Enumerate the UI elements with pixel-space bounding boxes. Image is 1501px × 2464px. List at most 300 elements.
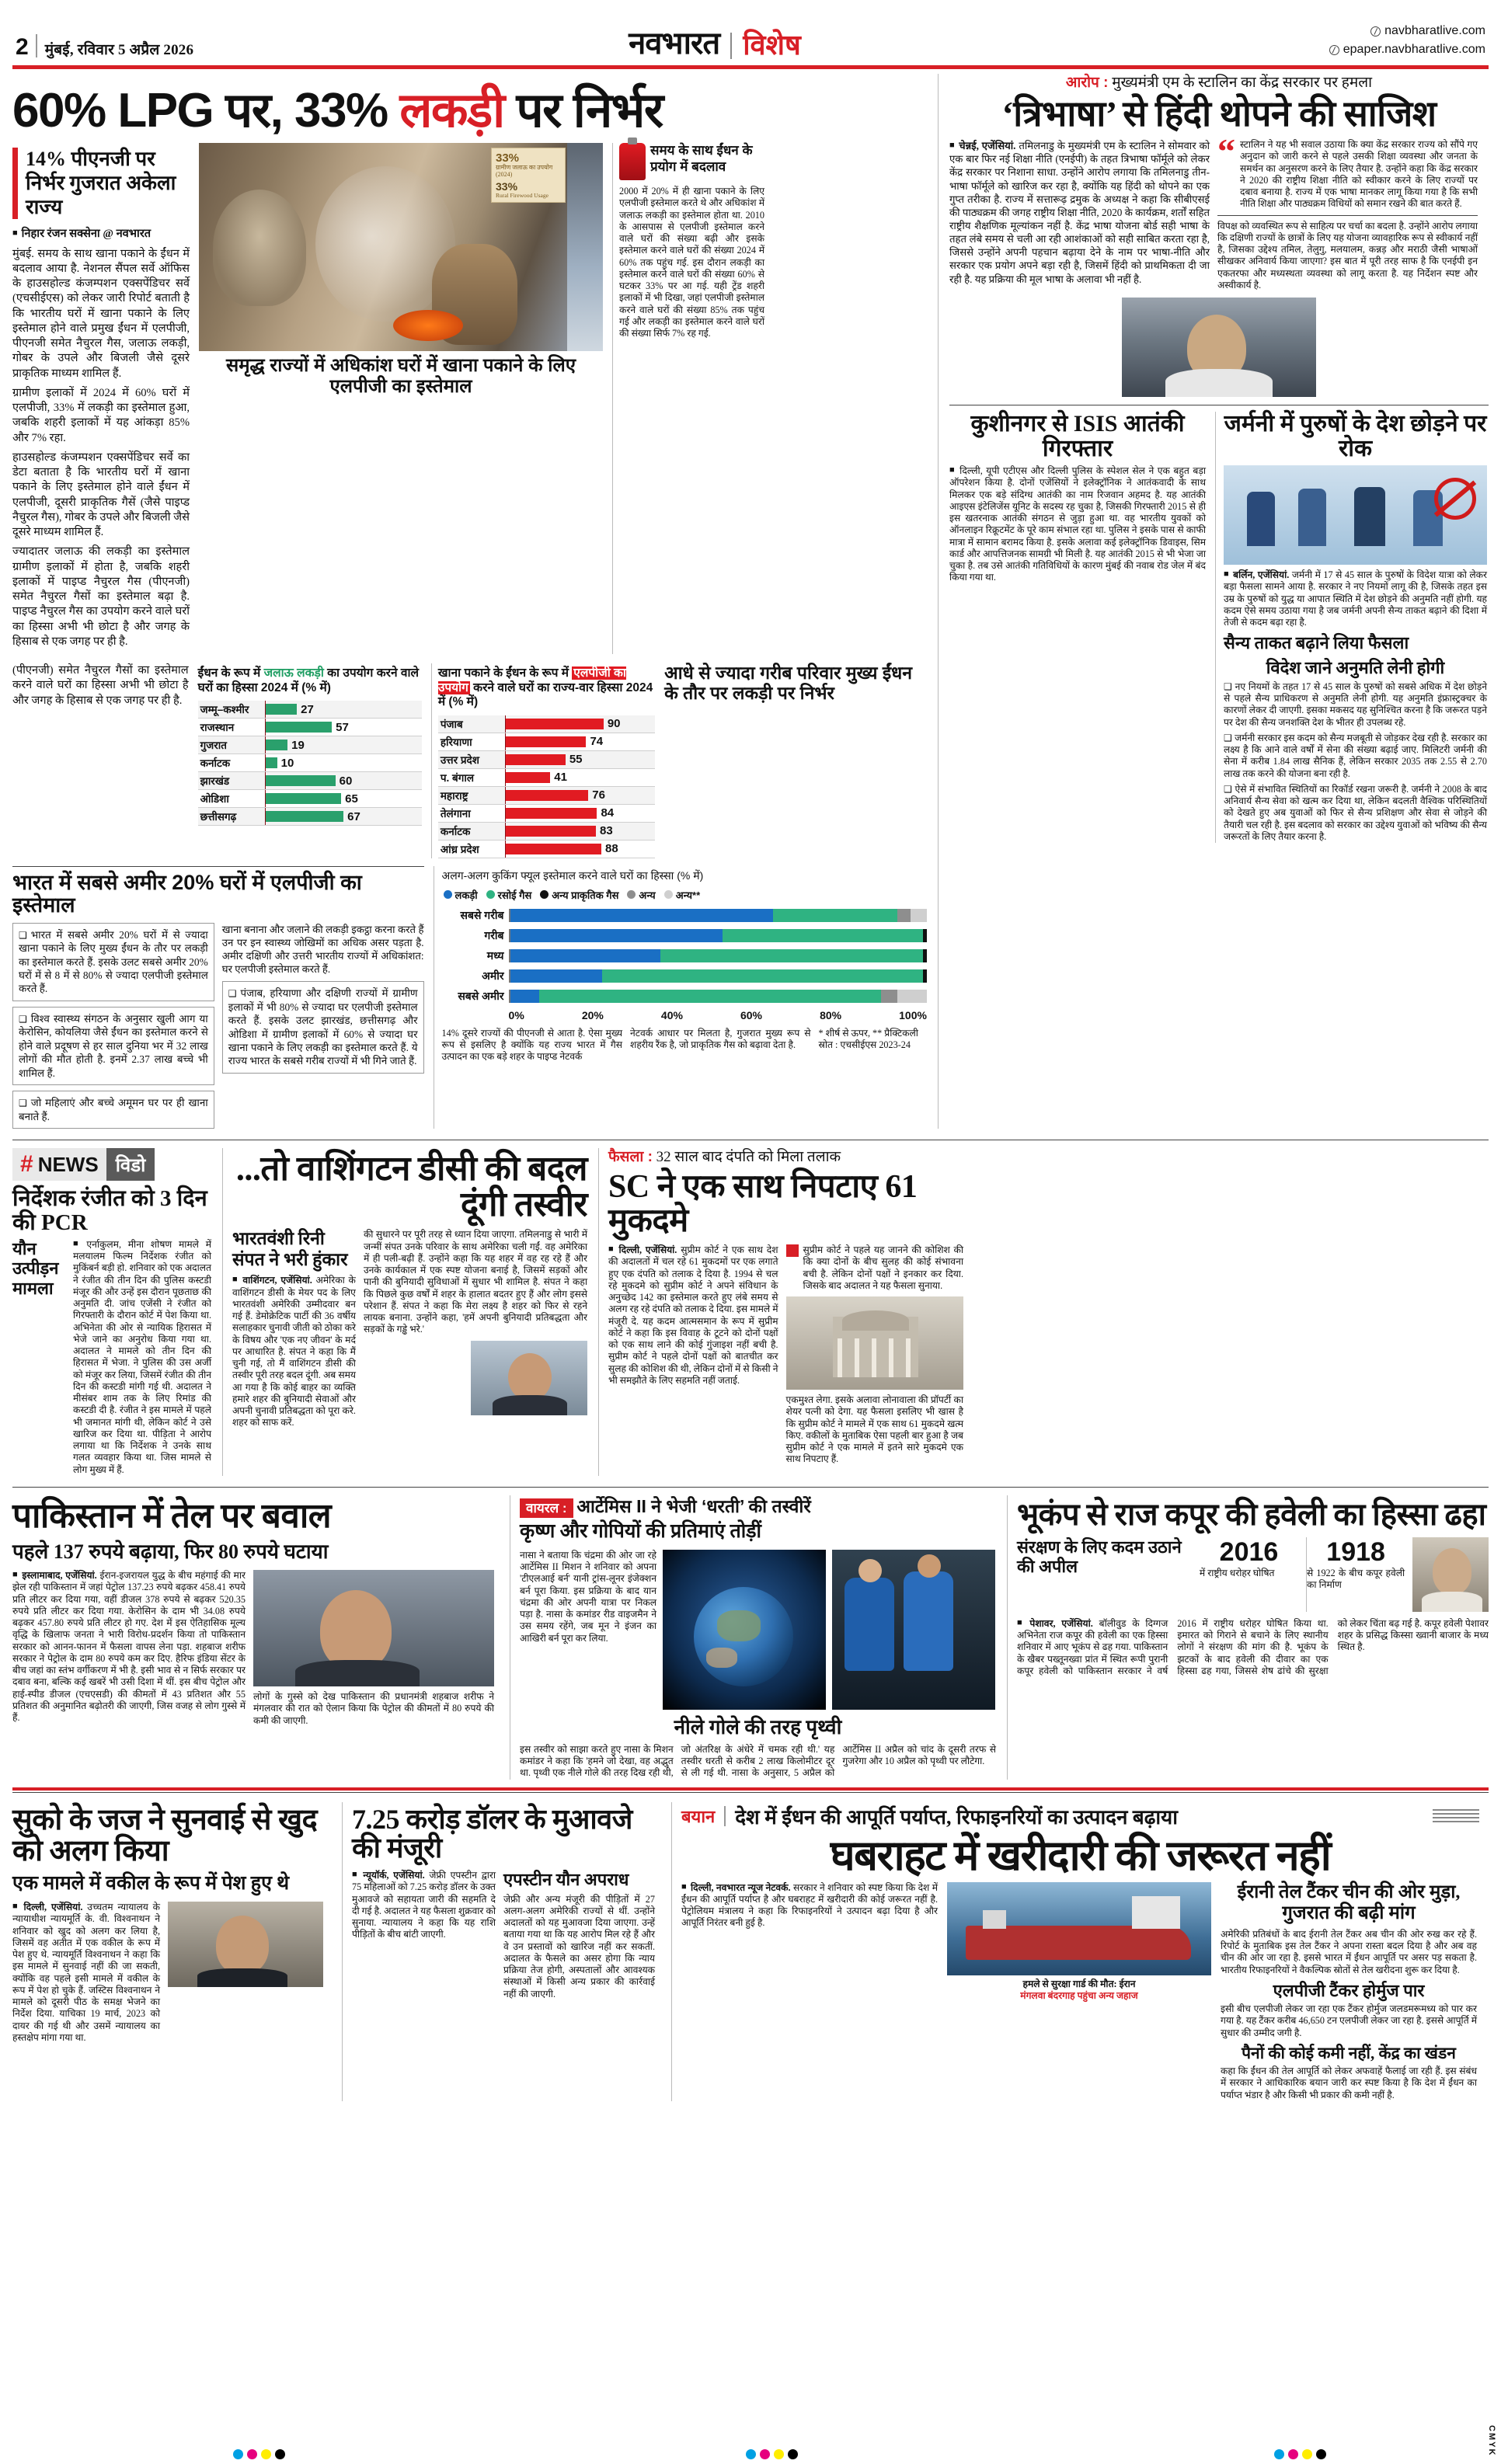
- rajkapoor-sub: संरक्षण के लिए कदम उठाने की अपील: [1017, 1537, 1182, 1577]
- chart-bar-row: [438, 805, 655, 823]
- chart-bar-row: [198, 772, 422, 790]
- fuel-change-title: समय के साथ ईंधन के प्रयोग में बदलाव: [650, 143, 753, 174]
- suko-body: उच्चतम न्यायालय के न्यायाधीश न्यायमूर्ति के. वी. विश्वनाथन ने शनिवार को खुद को अलग कर लिया है, जिसमें वह अतीत में एक वकील के रूप में पेश हुए थे. न्यायमूर्ति विश्वनाथन ने कहा कि इस मामले में सुनवाई नहीं की जा सकती, क्योंकि वह पहले इसी मामले में वकील के रूप में पेश हो चुके हैं. जस्टिस विश्वनाथन ने मामले को दूसरी पीठ के समक्ष भेजने का निर्देश दिया. याचिका 19 मार्च, 2023 को दायर की गई थी और उसमें न्यायालय का हस्तक्षेप मांगा गया था.: [12, 1902, 161, 2043]
- chart-bar-row: [438, 751, 655, 769]
- tanker-photo: [947, 1882, 1211, 1975]
- chart-bar-label: पंजाब: [440, 718, 463, 730]
- stacked-bar-segment: [923, 949, 927, 962]
- germany-point-3: ऐसे में संभावित स्थितियों का रिकॉर्ड रखना जरूरी है. जर्मनी ने 2008 के बाद अनिवार्य सैन्य सेवा को खत्म कर दिया था, लेकिन बदलती वैश्विक परिस्थितियों को देखते हुए अब युवाओं को फिर से सैन्य प्रशिक्षण और सेवा से जोड़ने की तैयारी चल रही है. इस बदलाव को सरकार का उद्देश्य युवाओं को भविष्य की सैन्य जरूरतों के लिए तैयार करना है.: [1224, 783, 1487, 842]
- supreme-court-photo: [786, 1296, 963, 1390]
- legend-dot-icon: [540, 890, 549, 899]
- germany-point-2: जर्मनी सरकार इस कदम को सैन्य मजबूती से जोड़कर देख रही है. सरकार का लक्ष्य है कि आने वाले वर्षों में सेना की संख्या बढ़ाई जाए. मिलिटरी जर्मनी की सेना में करीब 1.84 लाख सैनिक हैं, लेकिन सरकार 2035 तक 2.55 से 2.70 लाख तक करने की योजना बना रही है.: [1224, 732, 1488, 779]
- sc-byline: दिल्ली, एजेंसियां.: [618, 1244, 677, 1256]
- washington-sub: भारतवंशी रिनी संपत ने भरी हुंकार: [232, 1229, 348, 1269]
- story-sc: [598, 1148, 963, 1476]
- germany-sub: सैन्य ताकत बढ़ाने लिया फैसला: [1224, 633, 1409, 653]
- lead-subtitle: 14% पीएनजी पर निर्भर गुजरात अकेला राज्य: [26, 148, 176, 218]
- story-tribhasha: [949, 74, 1489, 397]
- viral-caption-2: इस तस्वीर को साझा करते हुए नासा के मिशन कमांडर ने कहा कि 'हमने जो देखा, वह अद्भुत था. पृथ्वी एक नीले गोले की तरह दिख रही थी, जो अंतरिक्ष के अंधेरे में चमक रही थी.' यह तस्वीर धरती से करीब 2 लाख किलोमीटर दूर से ली गई थी. नासा के अनुसार, 5 अप्रैल को आर्टेमिस II अप्रैल को चांद के दूसरी तरफ से गुजरेगा और 10 अप्रैल को पृथ्वी पर लौटेगा.: [520, 1743, 996, 1779]
- chart-bar-value: 76: [592, 788, 605, 802]
- news-label: NEWS: [37, 1152, 99, 1176]
- chart-bar-track: [265, 754, 422, 771]
- chart-bar-row: [198, 754, 422, 772]
- chart-bar-fill: [266, 811, 344, 822]
- rich20-headline: भारत में सबसे अमीर 20% घरों में एलपीजी का इस्तेमाल: [12, 870, 362, 917]
- chart-bar-track: [265, 701, 422, 718]
- publication-logo: नवभारत: [629, 26, 720, 61]
- rajkapoor-photo: [1412, 1537, 1489, 1612]
- left-column: [12, 74, 939, 1129]
- pcr-headline: निर्देशक रंजीत को 3 दिन की PCR: [12, 1186, 207, 1235]
- chart-bar-track: [505, 715, 655, 733]
- suko-headline: सुको के जज ने सुनवाई से खुद को अलग किया: [12, 1803, 318, 1867]
- chart-bar-fill: [506, 844, 601, 854]
- chart-bar-track: [265, 790, 422, 807]
- cmyk-dots-mid: [746, 2449, 798, 2459]
- chart-lpg: [431, 663, 655, 858]
- stacked-bar-segment: [881, 990, 897, 1003]
- chart-bar-row: [198, 790, 422, 808]
- chart-legend-item: [664, 888, 700, 902]
- chart-bar-track: [505, 805, 655, 822]
- pakistan-pm-photo: [253, 1570, 494, 1686]
- final-body-right: अमेरिकी प्रतिबंधों के बाद ईरानी तेल टैंकर अब चीन की ओर रुख कर रहे हैं. रिपोर्ट के मुताबिक इस तेल टैंकर ने अपना रास्ता बदल दिया है और अब वह चीन की ओर जा रहा है. इससे भारत में ईंधन आपूर्ति पर असर पड़ सकता है. भारतीय रिफाइनरियों ने वैकल्पिक स्रोतों से तेल खरीदना शुरू कर दिया है.: [1221, 1928, 1477, 1975]
- chart-bar-label: गुजरात: [200, 740, 227, 752]
- final-kicker: देश में ईंधन की आपूर्ति पर्याप्त, रिफाइनरियों का उत्पादन बढ़ाया: [735, 1805, 1178, 1829]
- germany-point-1: नए नियमों के तहत 17 से 45 साल के पुरुषों को सबसे अधिक में देश छोड़ने से पहले सैन्य प्राधिकरण से अनुमति लेनी होगी. यह अनुमति इंफ्रास्ट्रक्चर के कारणों लेकर दी जाएगी. इसका मकसद यह सुनिश्चित करना है कि जरूरत पड़ने पर देश की सैन्य जनशक्ति देश के भीतर ही उपलब्ध रहे.: [1224, 680, 1488, 728]
- sc-body2: एकमुश्त लेगा. इसके अलावा लोनावाला की प्रॉपर्टी का शेयर पत्नी को देगा. यह फैसला इसलिए भी खास है कि सुप्रीम कोर्ट ने मामले में एक साथ 61 मुकदमे खत्म किए. वकीलों के मुताबिक ऐसा पहली बार हुआ है जब सुप्रीम कोर्ट ने एक मामले में इतने सारे मुकदमे एक साथ निपटाए हैं.: [785, 1394, 963, 1465]
- stacked-bar-segment: [773, 909, 898, 922]
- lead-headline-part1: 60% LPG पर, 33%: [12, 84, 400, 137]
- chart-x-tick: 40%: [660, 1008, 683, 1021]
- isis-germany-row: [949, 412, 1489, 843]
- rich20-bullet: [12, 1007, 214, 1085]
- rini-sampat-photo: [471, 1341, 587, 1415]
- chart-firewood: [198, 663, 422, 858]
- globe-icon: [1370, 26, 1381, 37]
- masthead-rule: [12, 65, 1489, 69]
- registration-dot: [1302, 2449, 1312, 2459]
- lead-byline: निहार रंजन सक्सेना @ नवभारत: [21, 228, 151, 241]
- tribhasha-kicker: [949, 74, 1489, 92]
- chart-bar-fill: [266, 757, 277, 768]
- tribhasha-headline: ‘त्रिभाषा’ से हिंदी थोपने की साजिश: [1001, 93, 1437, 134]
- legend-label: लकड़ी: [454, 889, 478, 901]
- final-kicker-row: [681, 1802, 1479, 1830]
- chart-footnote-left: (पीएनजी) समेत नैचुरल गैसों का इस्तेमाल करने वाले घरों का हिस्सा अभी भी छोटा है और जगह के हिसाब से एक जगह पर ही है.: [12, 664, 189, 707]
- legend-dot-icon: [664, 890, 673, 899]
- chart-bar-fill: [266, 704, 298, 715]
- washington-byline: वाशिंगटन, एजेंसियां.: [242, 1275, 312, 1286]
- chart-bar-label: कर्नाटक: [440, 825, 471, 837]
- stacked-bar-segment: [510, 990, 540, 1003]
- final-caption-ship: हमले से सुरक्षा गार्ड की मौत: ईरान: [1022, 1978, 1136, 1989]
- chart-bar-track: [505, 823, 655, 840]
- sc-body: सुप्रीम कोर्ट ने एक साथ देश की अदालतों में चल रहे 61 मुकदमों पर एक लगाते हुए एक दंपति को तलाक दे दिया है. 1994 से चल रहे मुकदमे को सुप्रीम कोर्ट ने अपने संविधान के अनुच्छेद 142 का इस्तेमाल करते हुए लंबे समय से अलग रह रहे दंपति को तलाक दे दिया. इस मामले में मंजूरी दे. यह कदम आत्मसमान के रूप में सुप्रीम कोर्ट ने कहा कि इस विवाह के टूटने को दोनों पक्षों को एक साथ लाने की कोई गुंजाइश नहीं बची है. सुप्रीम कोर्ट ने पहले दोनों पक्षों को बातचीत कर सुलह की कोशिश की थी, लेकिन दोनों में से किसी ने भी समझौते के लिए सहमति नहीं जताई.: [608, 1244, 778, 1386]
- registration-dot: [1274, 2449, 1284, 2459]
- chart-bar-fill: [506, 772, 550, 783]
- chart-lpg-subtitle: [438, 666, 655, 710]
- chart-bar-fill: [506, 790, 588, 801]
- chart-bar-track: [265, 772, 422, 789]
- chart-bar-label: हरियाणा: [440, 736, 472, 748]
- main-grid: [12, 74, 1489, 1129]
- right-column: [939, 74, 1489, 1129]
- rich20-bullet-text: पंजाब, हरियाणा और दक्षिणी राज्यों में ग्रामीण इलाकों में भी 80% से ज्यादा घर एलपीजी इस्तेमाल करते हैं. इसके उलट झारखंड, छत्तीसगढ़ और ओडिशा में ग्रामीण इलाकों में 60% से ज्यादा घर खाना पकाने के लिए लकड़ी का इस्तेमाल करते हैं. ये राज्य भारत के सबसे गरीब राज्यों में भी गिने जाते हैं.: [228, 987, 418, 1067]
- fuel-change-box: [612, 143, 764, 654]
- chart-bar-row: [198, 719, 422, 736]
- legend-dot-icon: [444, 890, 452, 899]
- stacked-bar-label: सबसे अमीर: [458, 989, 504, 1002]
- chart-bar-label: महाराष्ट्र: [440, 789, 468, 802]
- photo-badge: 33% ग्रामीण जलाऊ का उपयोग (2024) 33% Rural Firewood Usage: [491, 148, 566, 203]
- sc-kicker-rest: 32 साल बाद दंपति को मिला तलाक: [652, 1149, 841, 1166]
- band-3: [12, 1495, 1489, 1780]
- washington-body: अमेरिका के वाशिंगटन डीसी के मेयर पद के लिए भारतवंशी अमेरिकी उम्मीदवार बन गई हैं. डेमोक्रेटिक पार्टी की 36 वर्षीय सलाहकार चुनावी जीती को ठोका करे के विषय और 'एक नए जीवन' के मर्द पर आधारित है. संपत ने कहा कि मैं चुनी गई, तो मैं वाशिंगटन डीसी की तस्वीर पूरी तरह बदल दूंगी. अब समय आ गया है कि कोई बाहर का व्यक्ति हमारे शहर की बुनियादी सेवाओं और अपनी चुनावी प्रतिबद्धता को पूरा करे. शहर को साफ करें.: [232, 1275, 356, 1429]
- chart-stacked-subtitle: अलग-अलग कुकिंग फ्यूल इस्तेमाल करने वाले घरों का हिस्सा (% में): [441, 868, 704, 882]
- chart-bar-value: 84: [601, 806, 615, 820]
- viral-sub-headline: कृष्ण और गोपियों की प्रतिमाएं तोड़ीं: [520, 1521, 762, 1543]
- lead-para-1: मुंबई. समय के साथ खाना पकाने के ईंधन में बदलाव आया है. नेशनल सैंपल सर्वे ऑफिस के हाउसहोल्ड कंजम्पशन एक्सपेंडिचर सर्वे (एचसीईएस) को लेकर जारी रिपोर्ट बताती है कि भारतीय घरों में खाना पकाने के लिए इस्तेमाल होने वाले प्रमुख ईंधन में एलपीजी, पीएनजी समेत नैचुरल गैस, जलाऊ लकड़ी, गोबर के उपले और बिजली जैसे दूसरे प्राकृतिक माध्यम शामिल हैं.: [12, 247, 190, 380]
- tribhasha-quote-col: [1217, 131, 1478, 291]
- viral-caption-1: नासा ने बताया कि चंद्रमा की ओर जा रहे आर्टेमिस II मिशन ने शनिवार को अपना 'टीएलआई बर्न' यानी ट्रांस-लूनर इंजेक्शन बर्न पूरा किया. इस प्रक्रिया के बाद यान चंद्रमा की ओर अपनी यात्रा पर निकल पड़ा है. नासा के कमांडर रीड वाइजमैन ने उस समय रहेंगे, जब मून ने इंजन का आखिरी बर्न पूरा कर लिया.: [520, 1549, 656, 1644]
- chart-footnote-right-wrap: [819, 1028, 927, 1063]
- chart-lpg-bars: [438, 715, 655, 858]
- stacked-bar-track: [509, 909, 927, 922]
- chart-stacked-legend: [444, 888, 927, 902]
- chart-bar-fill: [506, 754, 566, 765]
- registration-dot: [275, 2449, 285, 2459]
- stacked-bar-segment: [897, 909, 910, 922]
- chart-x-tick: 20%: [581, 1008, 604, 1021]
- epstein-headline: 7.25 करोड़ डॉलर के मुआवजे की मंजूरी: [352, 1803, 632, 1864]
- lead-subtitle-box: [12, 148, 190, 219]
- chart-bar-label: ओडिशा: [200, 793, 229, 806]
- epstein-body: जेफ्री एपस्टीन द्वारा 75 महिलाओं को 7.25 करोड़ डॉलर के उक्त मुआवजे को सहायता जारी की सहमति दे दी गई है. अदालत ने यह फैसला शुक्रवार को सुनाया. न्यायालय ने कहा कि यह राशि पीड़ितों के बीच बांटी जाएगी.: [352, 1870, 496, 1940]
- final-sub: ईरानी तेल टैंकर चीन की ओर मुड़ा, गुजरात की बढ़ी मांग: [1237, 1881, 1461, 1924]
- chart-bar-track: [265, 808, 422, 825]
- chart-bar-label: तेलंगाना: [440, 807, 471, 820]
- chart-stacked-bars: [442, 907, 927, 1004]
- chart-footnote-mid2: नेटवर्क आधार पर मिलता है, गुजरात मुख्य रूप से शहरीय रैंक है, जो प्राकृतिक गैस को बढ़ावा देता है.: [630, 1027, 811, 1050]
- website-epaper[interactable]: epaper.navbharatlive.com: [1343, 43, 1485, 56]
- chart-bar-value: 90: [607, 717, 621, 731]
- chart-lpg-sub-b: करने वाले घरों का राज्य-वार हिस्सा 2024 में (% में): [437, 680, 653, 709]
- story-germany: जर्मनी में पुरुषों के देश छोड़ने पर रोक ■ बर्लिन, एजेंसियां. जर्मनी में 17 से 45 साल के पुरुषों के विदेश यात्रा को लेकर बड़ा फैसला सामने आया है. सरकार ने नए नियमों लागू की है, जिसके तहत इस उम्र के पुरुषों को युद्ध या आपात स्थिति में देश छोड़ने की अनुमति नहीं होगी. यह कदम ऐसे समय उठाया गया है जब जर्मनी अपनी सैन्य ताकत बढ़ाने की दिशा में तेजी से कदम बढ़ा रहा है. सैन्य ताकत बढ़ाने लिया फैसला विदेश जाने अनुमति लेनी होगी ❑ नए नियमों के तहत 17 से 45 साल के पुरुषों को सबसे अधिक में देश छोड़ने से पहले सैन्य प्राधिकरण से अनुमति लेनी होगी. यह अनुमति इंफ्रास्ट्रक्चर के कारणों लेकर दी जाएगी. इसका मकसद यह सुनिश्चित करना है कि जरूरत पड़ने पर देश की सैन्य जनशक्ति देश के भीतर ही उपलब्ध रहे. ❑ जर्मनी सरकार इस कदम को सैन्य मजबूती से जोड़कर देख रही है. सरकार का लक्ष्य है कि आने वाले वर्षों में सेना की संख्या बढ़ाई जाए. मिलिटरी जर्मनी की सेना में करीब 1.84 लाख सैनिक हैं, लेकिन सरकार 2035 तक 2.55 से 2.70 लाख तक करने की योजना बना रही है. ❑ ऐसे में संभावित स्थितियों का रिकॉर्ड रखना जरूरी है. जर्मनी ने 2008 के बाद अनिवार्य सैन्य सेवा को खत्म कर दिया था, लेकिन बदलती वैश्विक परिस्थितियों को देखते हुए अब युवाओं को फिर से सैन्य प्रशिक्षण और सेवा से जोड़ने की तैयारी चल रही है. इस बदलाव को सरकार का उद्देश्य युवाओं को भविष्य की सैन्य जरूरतों के लिए तैयार करना है.: [1215, 412, 1487, 843]
- final-body: सरकार ने शनिवार को स्पष्ट किया कि देश में ईंधन की आपूर्ति पर्याप्त है और घबराहट में खरीदारी की कोई जरूरत नहीं है. पेट्रोलियम मंत्रालय ने कहा कि रिफाइनरियों ने उत्पादन बढ़ा दिया है और आपूर्ति निरंतर बनी हुई है.: [681, 1881, 938, 1929]
- lead-left-col: [12, 143, 190, 654]
- epstein-byline: न्यूयॉर्क, एजेंसियां.: [363, 1870, 425, 1881]
- video-label[interactable]: विडो: [106, 1148, 155, 1181]
- lead-body-left-cont: [12, 663, 189, 858]
- chart-bar-value: 57: [336, 720, 349, 734]
- pak-sub: पहले 137 रुपये बढ़ाया, फिर 80 रुपये घटाया: [12, 1540, 329, 1564]
- stacked-bar-row: [442, 948, 927, 964]
- stacked-bar-segment: [723, 929, 922, 942]
- judge-photo: [168, 1902, 323, 1987]
- chart-bar-track: [265, 736, 422, 753]
- chart-bar-fill: [506, 736, 587, 747]
- final-body2: इसी बीच एलपीजी लेकर जा रहा एक टैंकर होर्मुज जलडमरूमध्य को पार कर गया है. यह टैंकर करीब 46,650 टन एलपीजी लेकर जा रहा है. इससे आपूर्ति में सुधार की उम्मीद जगी है.: [1221, 2003, 1477, 2038]
- tribhasha-quote2: विपक्ष को व्यवस्थित रूप से साहित्य पर चर्चा का बदला है. उन्होंने आरोप लगाया कि दक्षिणी राज्यों के छात्रों के लिए यह योजना व्यावहारिक रूप से स्वीकार्य नहीं है, जिसका उद्देश्य तमिल, तेलुगु, मलयालम, कन्नड़ और मराठी जैसी भाषाओं सीखकर अनिवार्य किया जाएगा? इस बात में पूरी तरह साफ है कि एनईपी इन एकतरफा और मध्यस्थता व्यवस्था को लागू करता है. यह निर्देशन स्पष्ट और अस्वीकार्य है.: [1217, 220, 1478, 291]
- pcr-sublabel: यौन उत्पीड़न मामला: [12, 1238, 59, 1298]
- pak-headline: पाकिस्तान में तेल पर बवाल: [12, 1496, 332, 1535]
- masthead: [12, 11, 1489, 59]
- story-viral: [510, 1495, 996, 1780]
- rich20-bullet: [12, 923, 214, 1001]
- kitchen-photo: [199, 143, 603, 351]
- chart-bar-fill: [266, 775, 336, 786]
- sc-kicker-tag: फैसला :: [608, 1149, 653, 1166]
- page-number: 2: [16, 34, 28, 60]
- final-caption-ship2: मंगलवा बंदरगाह पहुंचा अन्य जहाज: [1020, 1989, 1138, 2001]
- chart-bar-fill: [266, 722, 333, 733]
- stacked-bar-label: अमीर: [482, 969, 504, 982]
- earth-photo: [663, 1550, 826, 1710]
- registration-dot: [746, 2449, 756, 2459]
- rich20-bullet-text: जो महिलाएं और बच्चे अमूमन घर पर ही खाना बनाते हैं.: [19, 1097, 208, 1122]
- lead-headline: [12, 86, 927, 135]
- chart-x-tick: 60%: [740, 1008, 763, 1021]
- chart-bar-track: [505, 733, 655, 750]
- registration-dot: [233, 2449, 243, 2459]
- stacked-bar-track: [509, 929, 927, 942]
- final-byline: दिल्ली, नवभारत न्यूज नेटवर्क.: [690, 1881, 791, 1893]
- cmyk-letters: CMYK: [1487, 2424, 1496, 2456]
- chart-bar-row: [438, 715, 655, 733]
- chart-bar-row: [438, 733, 655, 751]
- chart-x-tick: 100%: [899, 1008, 927, 1021]
- chart-firewood-subtitle: [198, 666, 422, 695]
- stacked-bar-segment: [510, 929, 723, 942]
- lead-headline-part2: पर निर्भर: [503, 84, 663, 137]
- final-tag: बयान: [681, 1806, 716, 1826]
- story-washington: [222, 1148, 587, 1476]
- final-sub3: पैनों की कोई कमी नहीं, केंद्र का खंडन: [1242, 2043, 1456, 2062]
- masthead-divider: [36, 34, 37, 57]
- tribhasha-kicker-rest: मुख्यमंत्री एम के स्टालिन का केंद्र सरकार पर हमला: [1108, 75, 1373, 91]
- quote-icon: “: [1217, 131, 1235, 172]
- stacked-bar-segment: [510, 969, 602, 983]
- chart-bar-value: 41: [554, 771, 567, 785]
- stacked-bar-label: सबसे गरीब: [460, 908, 504, 921]
- chart-stacked: [434, 866, 927, 1129]
- chart-bar-track: [505, 751, 655, 768]
- chart-x-tick: 0%: [508, 1008, 524, 1021]
- tribhasha-body-col: [949, 139, 1210, 291]
- charts-row: [12, 663, 927, 858]
- final-headline: घबराहट में खरीदारी की जरूरत नहीं: [830, 1832, 1331, 1879]
- chart-bar-fill: [266, 793, 342, 804]
- rajkapoor-byline: पेशावर, एजेंसियां.: [1029, 1617, 1093, 1629]
- stacked-bar-row: [442, 988, 927, 1004]
- chart-legend-item: [444, 888, 478, 902]
- chart-bar-value: 27: [301, 702, 314, 716]
- germany-byline: बर्लिन, एजेंसियां.: [1233, 569, 1290, 581]
- chart-bar-label: कर्नाटक: [200, 757, 231, 770]
- sc-headline: SC ने एक साथ निपटाए 61 मुकदमे: [608, 1168, 918, 1239]
- stacked-bar-segment: [660, 949, 923, 962]
- pcr-body: एर्नाकुलम, मीना शोषण मामले में मलयालम फिल्म निर्देशक रंजीत को मुकिंबर्न बड़ी हो. शनिवार को एक अदालत ने रंजीत की तीन दिन की पुलिस कस्टडी मंजूर की और उन्हें इस दौरान पूछताछ की अनुमति दी. जांच एजेंसी ने रंजीत को गिरफ्तारी के दौरान कोर्ट में पेश किया था. अभिनेता की ओर से न्यायिक हिरासत में भेजे जाने का अनुरोध किया गया था. अदालत ने मामले को तीन दिन की हिरासत में भेजा. ने पुलिस की उस अर्जी को मंजूर कर लिया, जिसमें रंजीत की तीन दिन की कस्टडी मांगी गई थी. अदालत ने मीसंबर शाम तक के लिए रिमांड की कस्टडी दी है. रंजीत ने इस मामले में पहले भी जमानत मांगी थी, लेकिन कोर्ट ने उसे खारिज कर दिया था. पीड़िता ने आरोप लगाया था कि निर्देशक ने उनके साथ गलत व्यवहार किया था. जिस मामले से लोग मुख्य में हैं.: [73, 1238, 211, 1475]
- germany-body: जर्मनी में 17 से 45 साल के पुरुषों के विदेश यात्रा को लेकर बड़ा फैसला सामने आया है. सरकार ने नए नियमों लागू की है, जिसके तहत इस उम्र के पुरुषों को युद्ध या आपात स्थिति में देश छोड़ने की अनुमति नहीं होगी. यह कदम ऐसे समय उठाया गया है जब जर्मनी अपनी सैन्य ताकत बढ़ाने की दिशा में तेजी से कदम बढ़ा रहा है.: [1224, 569, 1487, 628]
- chart-bar-row: [438, 787, 655, 805]
- chart-stacked-header: [664, 663, 927, 858]
- chart-firewood-sub-b: का उपयोग करने वाले घरों का हिस्सा 2024 में (% में): [197, 666, 419, 694]
- globe-icon: [1329, 45, 1339, 55]
- masthead-logo-block: [629, 28, 801, 59]
- stacked-bar-segment: [602, 969, 923, 983]
- lead-photo-block: [199, 143, 603, 654]
- chart-bar-label: जम्मू–कश्मीर: [200, 704, 249, 716]
- tribhasha-kicker-tag: आरोप :: [1065, 75, 1109, 91]
- suko-sub: एक मामले में वकील के रूप में पेश हुए थे: [12, 1873, 290, 1895]
- story-epstein: [342, 1802, 660, 2101]
- lead-photo-caption: समृद्ध राज्यों में अधिकांश घरों में खाना पकाने के लिए एलपीजी का इस्तेमाल: [225, 355, 576, 398]
- stacked-bar-track: [509, 949, 927, 962]
- chart-bar-row: [438, 840, 655, 858]
- chart-legend-item: [627, 888, 655, 902]
- viral-kicker: [520, 1495, 996, 1518]
- registration-dot: [261, 2449, 271, 2459]
- chart-firewood-bars: [198, 701, 422, 826]
- legend-label: अन्य**: [675, 889, 701, 901]
- lead-headline-highlight: लकड़ी: [399, 84, 504, 137]
- suko-byline: दिल्ली, एजेंसियां.: [23, 1902, 83, 1913]
- chart-x-tick: 80%: [820, 1008, 842, 1021]
- rajkapoor-body: बॉलीवुड के दिग्गज अभिनेता राज कपूर की हवेली का एक हिस्सा शनिवार में आए भूकंप से ढह गया. पाकिस्तान के खैबर पख्तूनख्वा प्रांत में स्थित रूपी पुरानी कपूर हवेली को पाकिस्तान सरकार ने वर्ष 2016 में राष्ट्रीय धरोहर घोषित किया था. इमारत को गिराने से बचाने के लिए स्थानीय लोगों ने संरक्षण की मांग की है. भूकंप के झटकों के बाद हवेली की दीवार का एक हिस्सा ढह गया, जिससे शेष ढांचे की सुरक्षा को लेकर चिंता बढ़ गई है. कपूर हवेली पेशावर शहर के प्रसिद्ध किस्सा ख्वानी बाजार के मध्य स्थित है.: [1017, 1617, 1489, 1676]
- rich20-bullet: [12, 1091, 214, 1129]
- rich20-para: खाना बनाना और जलाने की लकड़ी इकट्ठा करना करते हैं उन पर इन स्वास्थ्य जोखिमों का अधिक असर पड़ता है. अमीर दक्षिणी और उत्तरी भारतीय राज्यों में अधिकांशत: घर एलपीजी इस्तेमाल करते हैं.: [221, 923, 424, 975]
- lead-para-2: ग्रामीण इलाकों में 2024 में 60% घरों में एलपीजी, 33% में लकड़ी का इस्तेमाल हुआ, जबकि शहरी इलाकों में यह आंकड़ा 85% और 7% रहा.: [12, 386, 190, 444]
- website-main[interactable]: navbharatlive.com: [1384, 24, 1485, 37]
- story-suko: [12, 1802, 331, 2101]
- lead-top-row: [12, 143, 927, 654]
- hash-icon: #: [20, 1151, 33, 1178]
- chart-firewood-sub-a: ईंधन के रूप में: [197, 666, 264, 680]
- chart-lpg-sub-hl: एलपीजी का उपयोग: [437, 666, 626, 694]
- rich20-bullet-text: भारत में सबसे अमीर 20% घरों में से ज्यादा खाना पकाने के लिए मुख्य ईंधन के तौर पर लकड़ी का इस्तेमाल करते हैं. इसके उलट सबसे अमीर 20% घरों में से 8 में से 80% से ज्यादा एलपीजी इस्तेमाल करते हैं.: [19, 928, 208, 995]
- photo-badge-pct: 33%: [496, 151, 520, 165]
- rajkapoor-year1-value: 2016: [1219, 1537, 1279, 1567]
- chart-legend-item: [540, 888, 618, 902]
- legend-dot-icon: [486, 890, 495, 899]
- chart-bar-fill: [506, 808, 597, 819]
- washington-body2: की सुधारने पर पूरी तरह से ध्यान दिया जाएगा. तमिलनाडु से भारी में जन्मीं संपत उनके परिवार के साथ अमेरिका चली गईं. वह अमेरिका में ही पली-बढ़ी हैं. उन्होंने कहा कि यह शहर में वह रह रहे हैं और उनके कार्यकाल में एक स्पष्ट योजना बनाई है, जिसमें सड़कों और पानी की बुनियादी सुविधाओं में सुधार भी शामिल है. संपत ने कहा कि पिछले कुछ वर्षों में शहर के हालात बदतर हुए हैं और लोग इससे परेशान हैं. संपत ने कहा कि मेरा लक्ष्य है शहर को फिर से रहने लायक बनाना. उन्होंने कहा, 'हमें अपनी बुनियादी प्रतिबद्धता और सड़कों के गड्ढे भरे.': [363, 1229, 587, 1335]
- chart-bar-fill: [506, 826, 596, 837]
- germany-illustration: [1224, 465, 1487, 565]
- legend-label: अन्य प्राकृतिक गैस: [552, 889, 619, 901]
- news-tag-left: [12, 1148, 106, 1181]
- chart-bar-row: [198, 736, 422, 754]
- germany-headline: जर्मनी में पुरुषों के देश छोड़ने पर रोक: [1224, 411, 1487, 461]
- isis-headline: कुशीनगर से ISIS आतंकी गिरफ्तार: [970, 411, 1185, 461]
- chart-bar-fill: [506, 719, 604, 729]
- stacked-bar-track: [509, 969, 927, 983]
- artemis-crew-photo: [832, 1550, 995, 1710]
- chart-bar-fill: [266, 740, 288, 750]
- dateline: मुंबई, रविवार 5 अप्रैल 2026: [44, 42, 194, 58]
- cmyk-dots-left: [233, 2449, 285, 2459]
- section-name: विशेष: [743, 29, 801, 61]
- chart-bar-value: 74: [590, 735, 604, 749]
- tribhasha-byline: चेन्नई, एजेंसियां.: [959, 140, 1016, 152]
- stacked-bar-segment: [510, 949, 660, 962]
- news-video-tag[interactable]: [12, 1148, 222, 1181]
- chart-bar-value: 19: [291, 738, 305, 752]
- photo-badge-hi: ग्रामीण जलाऊ का उपयोग (2024): [496, 164, 553, 179]
- stacked-bar-segment: [923, 929, 927, 942]
- legend-label: रसोई गैस: [497, 889, 532, 901]
- chart-bar-value: 88: [605, 842, 618, 856]
- masthead-left: [16, 34, 193, 59]
- chart-firewood-sub-hl: जलाऊ लकड़ी: [263, 666, 324, 680]
- legend-label: अन्य: [639, 889, 656, 901]
- chart-bar-value: 83: [600, 824, 613, 838]
- rajkapoor-year2-note: से 1922 के बीच कपूर हवेली का निर्माण: [1307, 1567, 1405, 1591]
- stacked-bar-segment: [897, 990, 927, 1003]
- lead-body-left: [12, 227, 190, 649]
- story-pcr: [12, 1148, 211, 1476]
- stacked-bar-row: [442, 927, 927, 944]
- chart-bar-track: [505, 840, 655, 858]
- band-2: [12, 1148, 1489, 1476]
- legend-dot-icon: [627, 890, 636, 899]
- chart-bar-value: 55: [569, 753, 583, 767]
- chart-footnote-mid1: 14% दूसरे राज्यों की पीएनजी से आता है. ऐसा मुख्य रूप से इसलिए है क्योंकि यह राज्य भारत में गैस उत्पादन का एक बड़े शहर के पाइप्ड नेटवर्क: [441, 1027, 623, 1063]
- epstein-sub: एपस्टीन यौन अपराध: [503, 1870, 629, 1890]
- stacked-bar-segment: [539, 990, 881, 1003]
- story-final: [671, 1802, 1479, 2101]
- final-body3: कहा कि ईंधन की तेल आपूर्ति को लेकर अफवाहें फैलाई जा रही हैं. इस संबंध में सरकार ने आधिकारिक बयान जारी कर स्पष्ट किया है कि देश में ईंधन का पर्याप्त भंडार है और किसी भी प्रकार की कमी नहीं है.: [1221, 2066, 1477, 2100]
- rajkapoor-year1-note: में राष्ट्रीय धरोहर घोषित: [1199, 1567, 1275, 1578]
- rich20-bullet-text: विश्व स्वास्थ्य संगठन के अनुसार खुली आग या केरोसिन, कोयलिया जैसे ईंधन का इस्तेमाल करने से होने वाले प्रदूषण से हर साल दुनिया भर में 32 लाख लोगों की मौत होती है. इनमें 2.37 लाख बच्चे भी शामिल हैं.: [19, 1012, 208, 1079]
- chart-bar-row: [198, 701, 422, 719]
- rich20-row: [12, 866, 927, 1129]
- chart-bar-value: 60: [339, 774, 353, 788]
- chart-bar-track: [505, 787, 655, 804]
- final-sub2: एलपीजी टैंकर होर्मुज पार: [1273, 1980, 1425, 2000]
- viral-headline: आर्टेमिस II ने भेजी ‘धरती’ की तस्वीरें: [576, 1495, 811, 1516]
- chart-bar-label: प. बंगाल: [440, 771, 474, 784]
- band-4: [12, 1802, 1489, 2101]
- chart-bar-row: [438, 823, 655, 840]
- rajkapoor-headline: भूकंप से राज कपूर की हवेली का हिस्सा ढहा: [1017, 1496, 1486, 1532]
- fuel-change-text: 2000 में 20% में ही खाना पकाने के लिए एलपीजी इस्तेमाल करते थे और अधिकांश में जलाऊ लकड़ी का इस्तेमाल होता था. 2010 के आसपास से एलपीजी इस्तेमाल करने वाले घरों की संख्या बढ़ी और इसके इस्तेमाल करने वाले घरों की संख्या 2024 में 60% तक पहुंच गई. इस दौरान लकड़ी का इस्तेमाल करने वाले घरों की संख्या 60% से घटकर 33% पर आ गई. यही ट्रेंड शहरी इलाकों में भी दिखा, जहां एलपीजी इस्तेमाल करने वाले घरों की संख्या 85% तक पहुंच गई और लकड़ी का इस्तेमाल करने वाले घरों की संख्या सिर्फ 7% रह गई.: [619, 186, 764, 339]
- stacked-bar-label: गरीब: [484, 928, 504, 941]
- chart-bar-track: [505, 769, 655, 786]
- viral-tag: वायरल :: [520, 1498, 573, 1518]
- stacked-bar-segment: [923, 969, 927, 983]
- registration-dot: [760, 2449, 770, 2459]
- rich20-block: [12, 866, 424, 1129]
- chart-bar-row: [198, 808, 422, 826]
- registration-dot: [1288, 2449, 1298, 2459]
- photo-badge-en: Rural Firewood Usage: [496, 191, 549, 199]
- chart-bar-value: 10: [280, 756, 294, 770]
- chart-bar-label: उत्तर प्रदेश: [440, 753, 479, 766]
- chart-legend-item: [486, 888, 532, 902]
- chart-bar-value: 65: [345, 792, 358, 806]
- chart-stacked-axis: [509, 1008, 927, 1021]
- pak-byline: इस्लामाबाद, एजेंसियां.: [22, 1570, 97, 1582]
- germany-sub2: विदेश जाने अनुमति लेनी होगी: [1266, 657, 1445, 677]
- rajkapoor-year2: [1306, 1537, 1405, 1612]
- chart-bar-track: [265, 719, 422, 736]
- logo-separator: [730, 33, 732, 59]
- viral-mid-headline: नीले गोले की तरह पृथ्वी: [674, 1715, 842, 1738]
- pak-photo-caption: लोगों के गुस्से को देख पाकिस्तान की प्रधानमंत्री शहबाज शरीफ ने मंगलवार की रात को ऐलान किया कि पेट्रोल की कीमतों में 80 रुपये की कमी की जाएगी.: [253, 1691, 494, 1726]
- red-square-marker: [786, 1244, 799, 1257]
